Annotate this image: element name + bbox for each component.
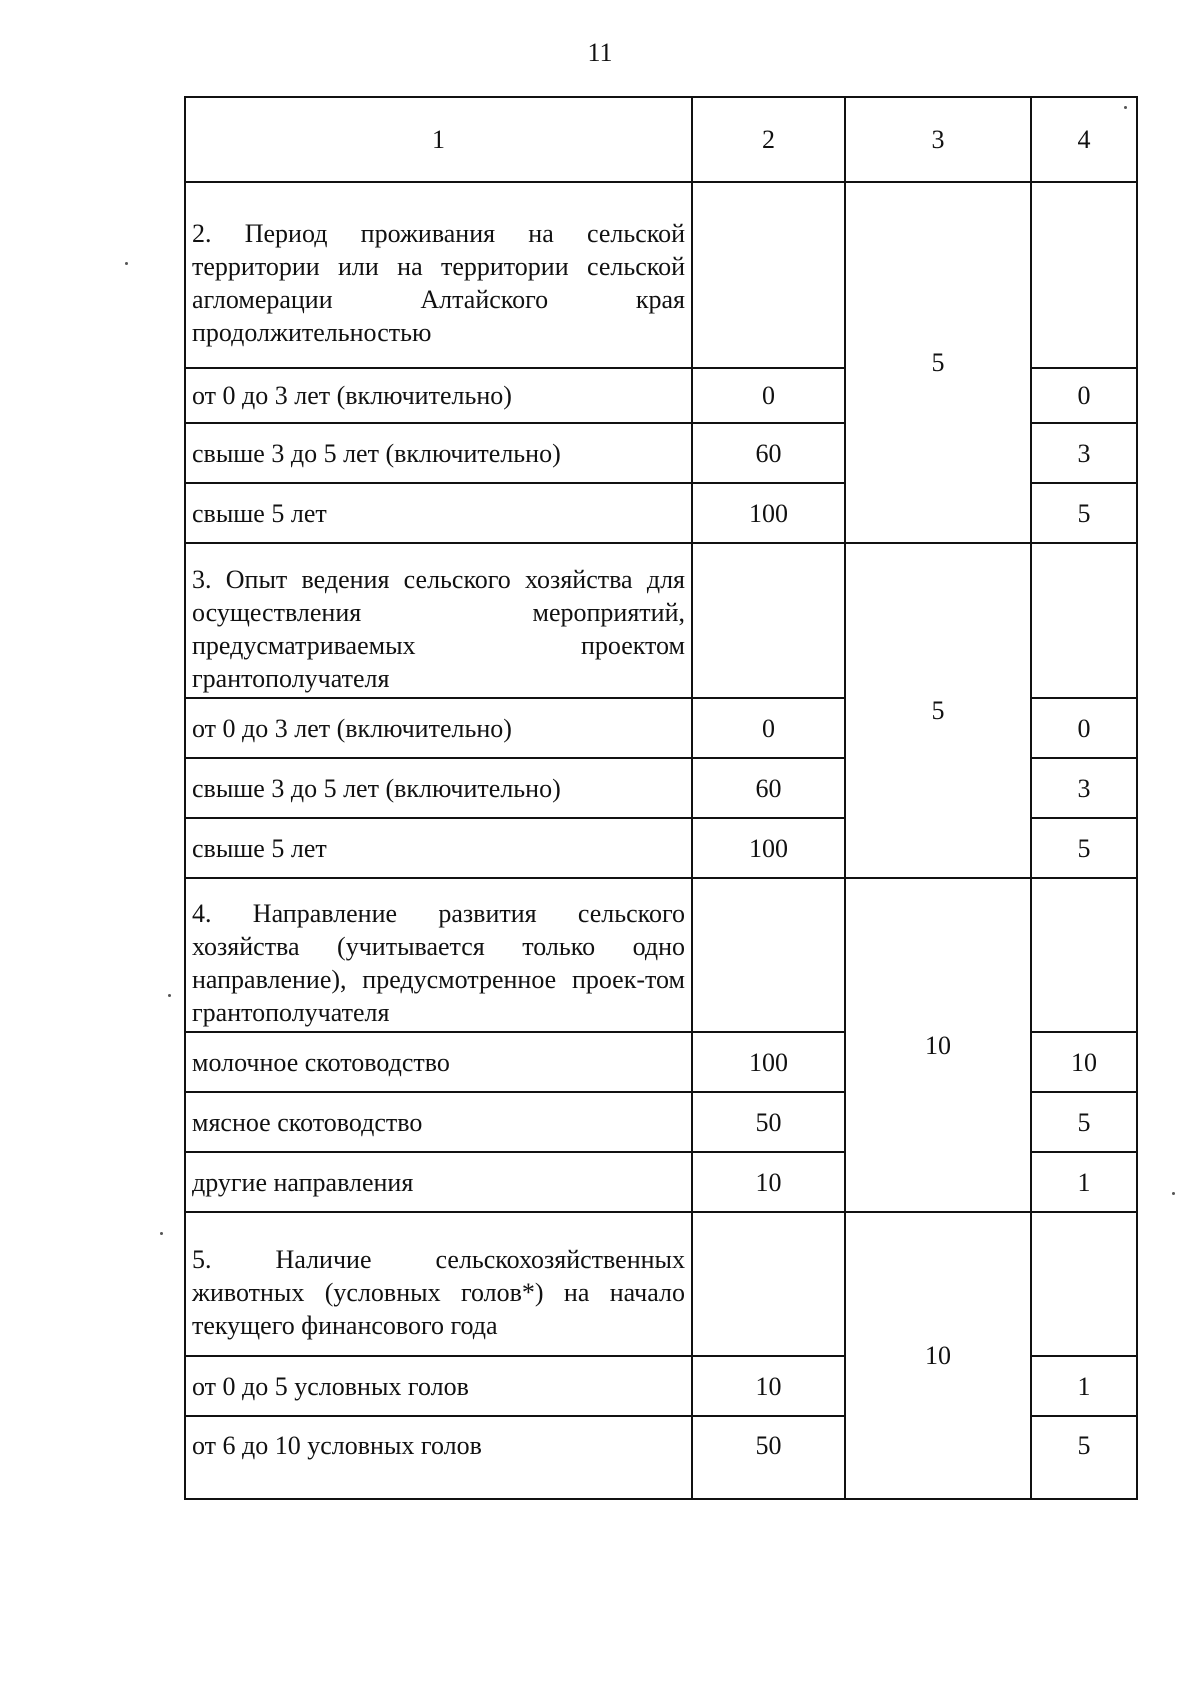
option-score: 3 bbox=[1031, 758, 1137, 818]
criterion-weight: 10 bbox=[845, 878, 1031, 1212]
empty-cell bbox=[692, 543, 845, 698]
criterion-weight: 5 bbox=[845, 182, 1031, 543]
option-value: 0 bbox=[692, 698, 845, 758]
option-label: от 0 до 3 лет (включительно) bbox=[185, 698, 692, 758]
section-title-row bbox=[185, 878, 1137, 1032]
option-label: от 0 до 3 лет (включительно) bbox=[185, 368, 692, 423]
section-title-row bbox=[185, 1212, 1137, 1356]
option-value: 0 bbox=[692, 368, 845, 423]
column-header: 2 bbox=[692, 97, 845, 182]
column-header: 1 bbox=[185, 97, 692, 182]
option-value: 100 bbox=[692, 818, 845, 878]
criterion-weight: 5 bbox=[845, 543, 1031, 878]
scan-speck bbox=[125, 262, 128, 265]
empty-cell bbox=[1031, 543, 1137, 698]
empty-cell bbox=[692, 878, 845, 1032]
option-score: 5 bbox=[1031, 1416, 1137, 1499]
option-label: мясное скотоводство bbox=[185, 1092, 692, 1152]
option-value: 60 bbox=[692, 423, 845, 483]
criterion-title: 3. Опыт ведения сельского хозяйства для осуществления мероприятий, предусматриваемых проектом грантополучателя bbox=[185, 543, 692, 698]
criteria-table bbox=[184, 96, 1138, 1500]
scan-speck bbox=[168, 994, 171, 997]
option-score: 5 bbox=[1031, 1092, 1137, 1152]
option-score: 1 bbox=[1031, 1356, 1137, 1416]
option-score: 5 bbox=[1031, 818, 1137, 878]
scan-speck bbox=[160, 1232, 163, 1235]
option-score: 0 bbox=[1031, 698, 1137, 758]
empty-cell bbox=[692, 182, 845, 368]
section-title-row bbox=[185, 182, 1137, 368]
option-value: 60 bbox=[692, 758, 845, 818]
criterion-title: 4. Направление развития сельского хозяйства (учитывается только одно направление), предусмотренное проек-том грантополучателя bbox=[185, 878, 692, 1032]
option-value: 50 bbox=[692, 1416, 845, 1499]
option-label: свыше 5 лет bbox=[185, 818, 692, 878]
column-header: 4 bbox=[1031, 97, 1137, 182]
column-header: 3 bbox=[845, 97, 1031, 182]
option-label: свыше 3 до 5 лет (включительно) bbox=[185, 423, 692, 483]
empty-cell bbox=[1031, 182, 1137, 368]
empty-cell bbox=[692, 1212, 845, 1356]
option-score: 3 bbox=[1031, 423, 1137, 483]
column-number-row bbox=[185, 97, 1137, 182]
option-value: 10 bbox=[692, 1356, 845, 1416]
option-score: 0 bbox=[1031, 368, 1137, 423]
section-title-row bbox=[185, 543, 1137, 698]
criterion-weight: 10 bbox=[845, 1212, 1031, 1499]
option-score: 5 bbox=[1031, 483, 1137, 543]
option-value: 10 bbox=[692, 1152, 845, 1212]
empty-cell bbox=[1031, 878, 1137, 1032]
empty-cell bbox=[1031, 1212, 1137, 1356]
option-value: 50 bbox=[692, 1092, 845, 1152]
option-label: другие направления bbox=[185, 1152, 692, 1212]
option-label: свыше 5 лет bbox=[185, 483, 692, 543]
option-label: молочное скотоводство bbox=[185, 1032, 692, 1092]
option-label: свыше 3 до 5 лет (включительно) bbox=[185, 758, 692, 818]
option-score: 10 bbox=[1031, 1032, 1137, 1092]
page-number: 11 bbox=[587, 38, 613, 67]
option-value: 100 bbox=[692, 483, 845, 543]
scan-speck bbox=[1172, 1192, 1175, 1195]
criterion-title: 5. Наличие сельскохозяйственных животных (условных голов*) на начало текущего финансового года bbox=[185, 1212, 692, 1356]
option-label: от 6 до 10 условных голов bbox=[185, 1416, 692, 1499]
option-score: 1 bbox=[1031, 1152, 1137, 1212]
criterion-title: 2. Период проживания на сельской территории или на территории сельской агломерации Алтайского края продолжительностью bbox=[185, 182, 692, 368]
option-value: 100 bbox=[692, 1032, 845, 1092]
option-label: от 0 до 5 условных голов bbox=[185, 1356, 692, 1416]
